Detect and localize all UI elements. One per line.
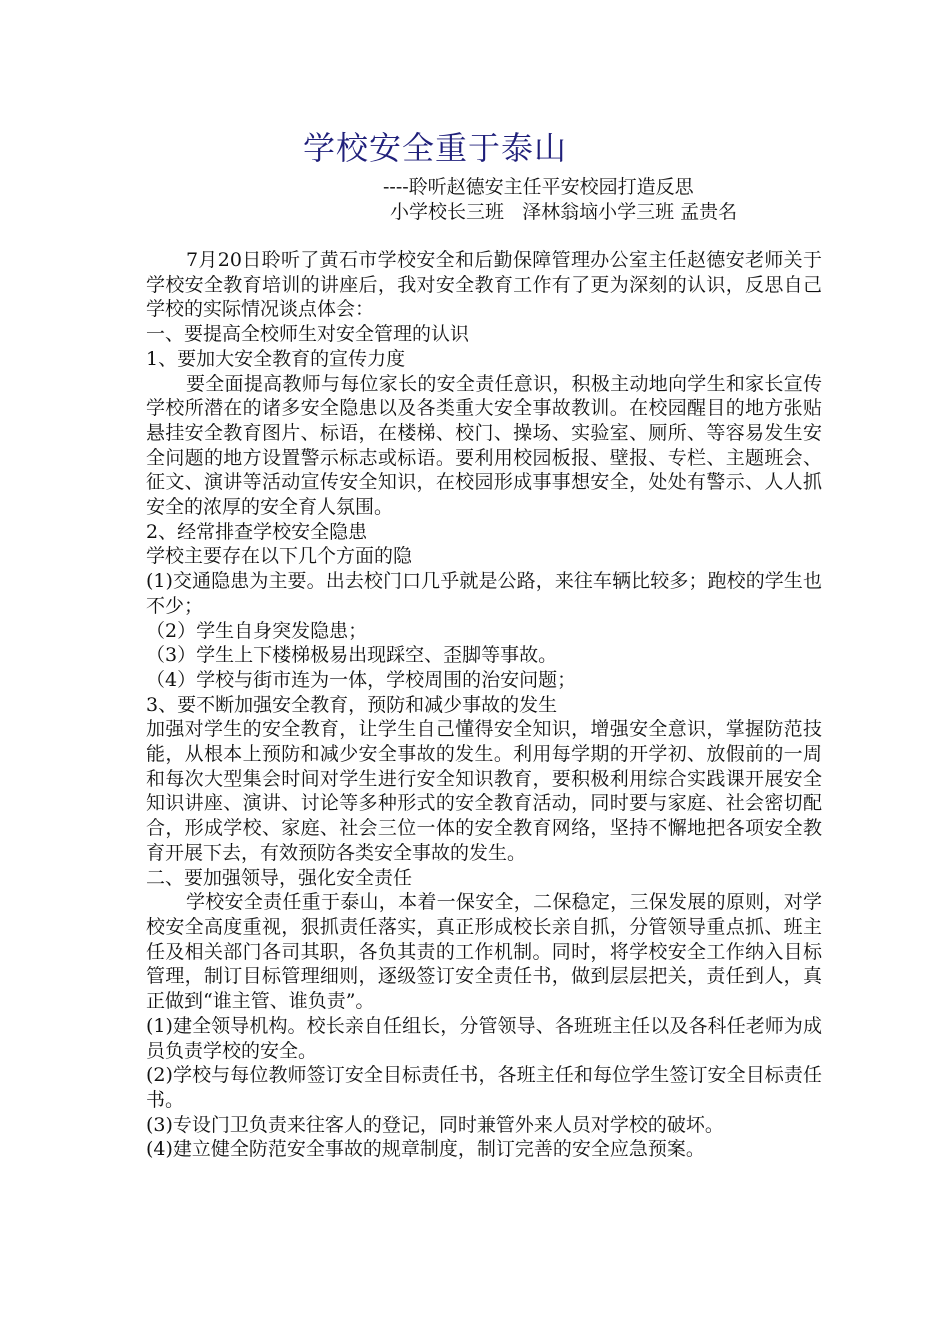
paragraph-publicity: 要全面提高教师与每位家长的安全责任意识，积极主动地向学生和家长宣传学校所潜在的诸多安全隐患以及各类重大安全事故教训。在校园醒目的地方张贴悬挂安全教育图片、标语，在楼梯、校门、操场、实验室、厕所、等容易发生安全问题的地方设置警示标志或标语。要利用校园板报、壁报、专栏、主题班会、征文、演讲等活动宣传安全知识，在校园形成事事想安全，处处有警示、人人抓安全的浓厚的安全育人氛围。 (146, 372, 822, 519)
list-item-hazard-3: （3）学生上下楼梯极易出现踩空、歪脚等事故。 (146, 644, 558, 667)
list-item-measure-2: (2)学校与每位教师签订安全目标责任书，各班主任和每位学生签订安全目标责任书。 (146, 1064, 822, 1111)
document-author-line: 小学校长三班 泽林翁垴小学三班 孟贵名 (390, 201, 738, 223)
intro-paragraph: 7月20日聆听了黄石市学校安全和后勤保障管理办公室主任赵德安老师关于学校安全教育培训的讲座后，我对安全教育工作有了更为深刻的认识，反思自己学校的实际情况谈点体会： (146, 249, 822, 321)
section-heading-2: 二、要加强领导，强化安全责任 (146, 866, 413, 889)
subsection-heading-1-2: 2、经常排查学校安全隐患 (146, 520, 368, 543)
subsection-heading-1-1: 1、要加大安全教育的宣传力度 (146, 347, 406, 370)
document-subtitle: ----聆听赵德安主任平安校园打造反思 (383, 176, 694, 198)
section-heading-1: 一、要提高全校师生对安全管理的认识 (146, 323, 470, 346)
list-item-measure-4: (4)建立健全防范安全事故的规章制度，制订完善的安全应急预案。 (146, 1138, 705, 1161)
paragraph-hazards-intro: 学校主要存在以下几个方面的隐 (146, 545, 413, 568)
list-item-measure-3: (3)专设门卫负责来往客人的登记，同时兼管外来人员对学校的破坏。 (146, 1113, 724, 1136)
paragraph-education: 加强对学生的安全教育，让学生自己懂得安全知识，增强安全意识，掌握防范技能，从根本上预防和减少安全事故的发生。利用每学期的开学初、放假前的一周和每次大型集会时间对学生进行安全知识教育，要积极利用综合实践课开展安全知识讲座、演讲、讨论等多种形式的安全教育活动，同时要与家庭、社会密切配合，形成学校、家庭、社会三位一体的安全教育网络，坚持不懈地把各项安全教育开展下去，有效预防各类安全事故的发生。 (146, 718, 822, 864)
paragraph-responsibility: 学校安全责任重于泰山，本着一保安全，二保稳定，三保发展的原则，对学校安全高度重视，狠抓责任落实，真正形成校长亲自抓，分管领导重点抓、班主任及相关部门各司其职，各负其责的工作机制。同时，将学校安全工作纳入目标管理，制订目标管理细则，逐级签订安全责任书，做到层层把关，责任到人，真正做到“谁主管、谁负责”。 (146, 891, 822, 1013)
document-body (146, 248, 822, 1162)
list-item-measure-1: (1)建全领导机构。校长亲自任组长，分管领导、各班班主任以及各科任老师为成员负责学校的安全。 (146, 1014, 822, 1062)
list-item-hazard-1: (1)交通隐患为主要。出去校门口几乎就是公路，来往车辆比较多；跑校的学生也不少； (146, 570, 822, 617)
list-item-hazard-4: （4）学校与街市连为一体，学校周围的治安问题； (146, 668, 577, 691)
subsection-heading-1-3: 3、要不断加强安全教育，预防和减少事故的发生 (146, 693, 558, 716)
list-item-hazard-2: （2）学生自身突发隐患； (146, 619, 368, 642)
document-title: 学校安全重于泰山 (303, 129, 568, 167)
